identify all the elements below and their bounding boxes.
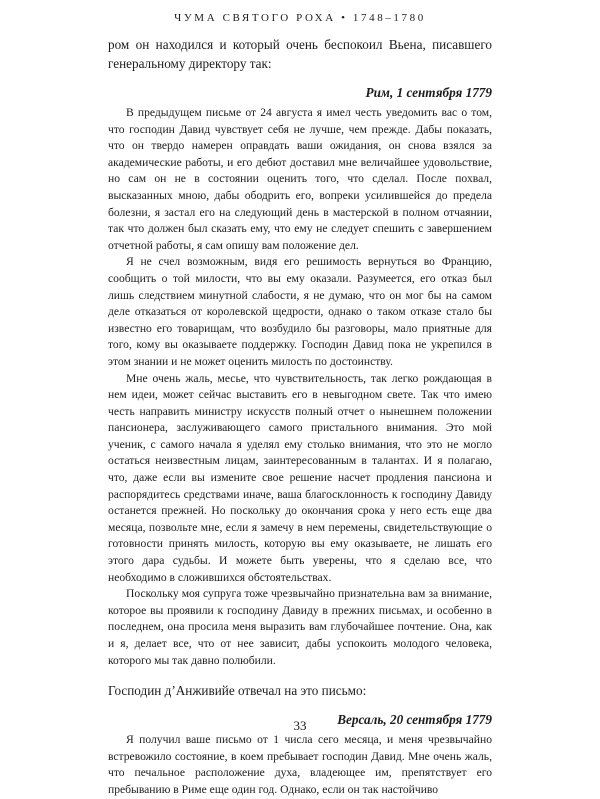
letter-2-dateline: Версаль, 20 сентября 1779	[337, 712, 492, 728]
letter-1-paragraph-1: В предыдущем письме от 24 августа я имел честь уведомить вас о том, что господин Давид чувствует себя не лучше, чем прежде. Дабы показать, что он твердо намерен оправдать ваши ожидания, он снова взялся за академические работы, и его дебют доставил мне величайшее удовольствие, но сам он не в состоянии оценить того, что сделал. После похвал, высказанных мною, дабы ободрить его, вопреки усилившейся до предела болезни, я застал его на следующий день в мастерской в полном отчаянии, так что должен был сказать ему, что ему не следует спешить с завершением отчетной работы, я сам опишу вам положение дел.	[108, 106, 492, 252]
running-head: ЧУМА СВЯТОГО РОХА • 1748–1780	[174, 12, 426, 24]
page-number: 33	[293, 718, 307, 733]
letter-2-paragraph-1: Я получил ваше письмо от 1 числа сего месяца, и меня чрезвычайно встревожило состояние, в коем пребывает господин Давид. Мне очень жаль, что печальное расположение духа, владеющее им, препятствует его пребыванию в Риме еще один год. Однако, если он так настойчиво	[108, 733, 492, 796]
letter-1-dateline: Рим, 1 сентября 1779	[365, 85, 492, 100]
letter-1-paragraph-2: Я не счел возможным, видя его решимость вернуться во Францию, сообщить о той милости, что вы ему оказали. Разумеется, его отказ был лишь следствием минутной слабости, я не думаю, что он мог бы на самом деле отказаться от королевской щедрости, однако о таком отказе стало бы известно его товарищам, что возбудило бы разговоры, мало приятные для того, кому вы оказываете поддержку. Господин Давид пока не укрепился в этом знании и не может оценить милость по достоинству.	[108, 255, 492, 368]
reply-intro-paragraph: Господин д’Анживийе отвечал на это письмо:	[108, 683, 367, 699]
intro-paragraph: ром он находился и который очень беспокоил Вьена, писавшего генеральному директору так:	[108, 37, 492, 71]
letter-1-paragraph-3: Мне очень жаль, месье, что чувствительность, так легко рождающая в нем идеи, может сейчас выставить его в невыгодном свете. Так что имею честь направить министру искусств полный отчет о нынешнем положении пансионера, заслуживающего самого пристального внимания. Это мой ученик, с самого начала я уделял ему столько внимания, что это не могло остаться неизвестным лицам, заинтересованным в талантах. И я полагаю, что, даже если вы измените свое решение насчет продления пансиона и распорядитесь средствами иначе, ваша благосклонность к господину Давиду останется прежней. Но поскольку до окончания срока у него есть еще два месяца, позвольте мне, если я замечу в нем перемены, свидетельствующие о готовности принять милость, которую вы ему оказываете, не лишать его этого дара судьбы. И можете быть уверены, что я сделаю все, что необходимо в сложившихся обстоятельствах.	[108, 371, 492, 584]
book-page	[108, 12, 492, 799]
letter-1-paragraph-4: Поскольку моя супруга тоже чрезвычайно признательна вам за внимание, которое вы проявили к господину Давиду в прежних письмах, и особенно в последнем, она просила меня выразить вам глубочайшее почтение. Она, как и я, делает все, что от нее зависит, дабы успокоить молодого человека, которого мы так давно полюбили.	[108, 587, 492, 667]
